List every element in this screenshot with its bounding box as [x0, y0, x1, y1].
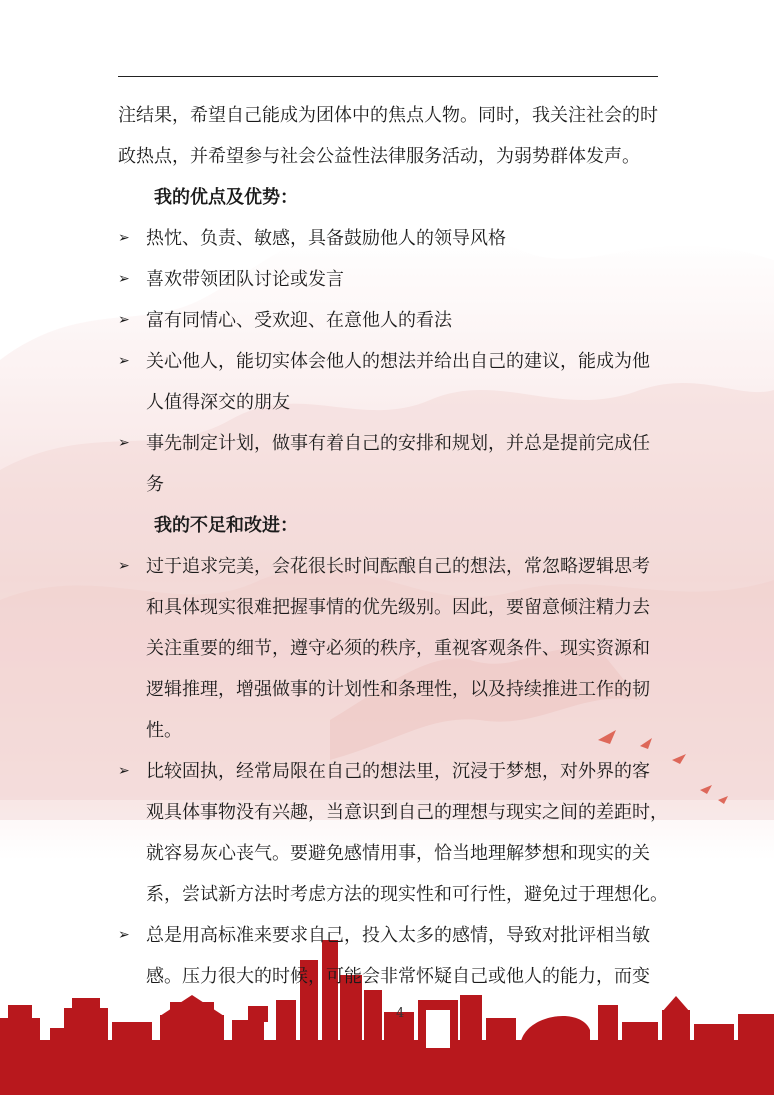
arrow-bullet-icon: ➢: [118, 763, 130, 779]
strength-line: 人值得深交的朋友: [146, 392, 290, 413]
weakness-line: 逻辑推理，增强做事的计划性和条理性，以及持续推进工作的韧: [146, 679, 650, 700]
strength-item: [118, 300, 663, 341]
weakness-line: 观具体事物没有兴趣，当意识到自己的理想与现实之间的差距时，: [146, 802, 668, 823]
arrow-bullet-icon: ➢: [118, 353, 130, 369]
weakness-item: [118, 751, 668, 915]
weakness-line: 和具体现实很难把握事情的优先级别。因此，要留意倾注精力去: [146, 597, 650, 618]
weakness-item: [118, 546, 663, 751]
header-rule: [118, 76, 658, 77]
arrow-bullet-icon: ➢: [118, 927, 130, 943]
arrow-bullet-icon: ➢: [118, 230, 130, 246]
strength-item: [118, 423, 663, 505]
strength-line: 务: [146, 474, 164, 495]
weakness-line: 系，尝试新方法时考虑方法的现实性和可行性，避免过于理想化。: [146, 884, 668, 905]
arrow-bullet-icon: ➢: [118, 435, 130, 451]
strength-line: 富有同情心、受欢迎、在意他人的看法: [146, 310, 452, 331]
strength-line: 热忱、负责、敏感，具备鼓励他人的领导风格: [146, 228, 506, 249]
weakness-line: 感。压力很大的时候，可能会非常怀疑自己或他人的能力，而变: [146, 966, 650, 987]
weakness-line: 总是用高标准来要求自己，投入太多的感情，导致对批评相当敏: [146, 925, 650, 946]
weaknesses-heading: 我的不足和改进：: [154, 515, 298, 536]
weakness-item: [118, 915, 663, 997]
strength-item: [118, 341, 663, 423]
arrow-bullet-icon: ➢: [118, 271, 130, 287]
strength-line: 关心他人，能切实体会他人的想法并给出自己的建议，能成为他: [146, 351, 650, 372]
strength-item: [118, 218, 663, 259]
strength-line: 喜欢带领团队讨论或发言: [146, 269, 344, 290]
weakness-line: 比较固执，经常局限在自己的想法里，沉浸于梦想，对外界的客: [146, 761, 650, 782]
page-number: 4: [396, 1006, 405, 1021]
intro-line-2: 政热点，并希望参与社会公益性法律服务活动，为弱势群体发声。: [118, 146, 640, 167]
weakness-line: 性。: [146, 720, 182, 741]
document-body: [118, 95, 668, 997]
strengths-heading: 我的优点及优势：: [154, 187, 298, 208]
arrow-bullet-icon: ➢: [118, 312, 130, 328]
intro-line-1: 注结果，希望自己能成为团体中的焦点人物。同时，我关注社会的时: [118, 105, 658, 126]
strength-item: [118, 259, 663, 300]
weakness-line: 过于追求完美，会花很长时间酝酿自己的想法，常忽略逻辑思考: [146, 556, 650, 577]
weakness-line: 就容易灰心丧气。要避免感情用事，恰当地理解梦想和现实的关: [146, 843, 650, 864]
arrow-bullet-icon: ➢: [118, 558, 130, 574]
weakness-line: 关注重要的细节，遵守必须的秩序，重视客观条件、现实资源和: [146, 638, 650, 659]
strength-line: 事先制定计划，做事有着自己的安排和规划，并总是提前完成任: [146, 433, 650, 454]
